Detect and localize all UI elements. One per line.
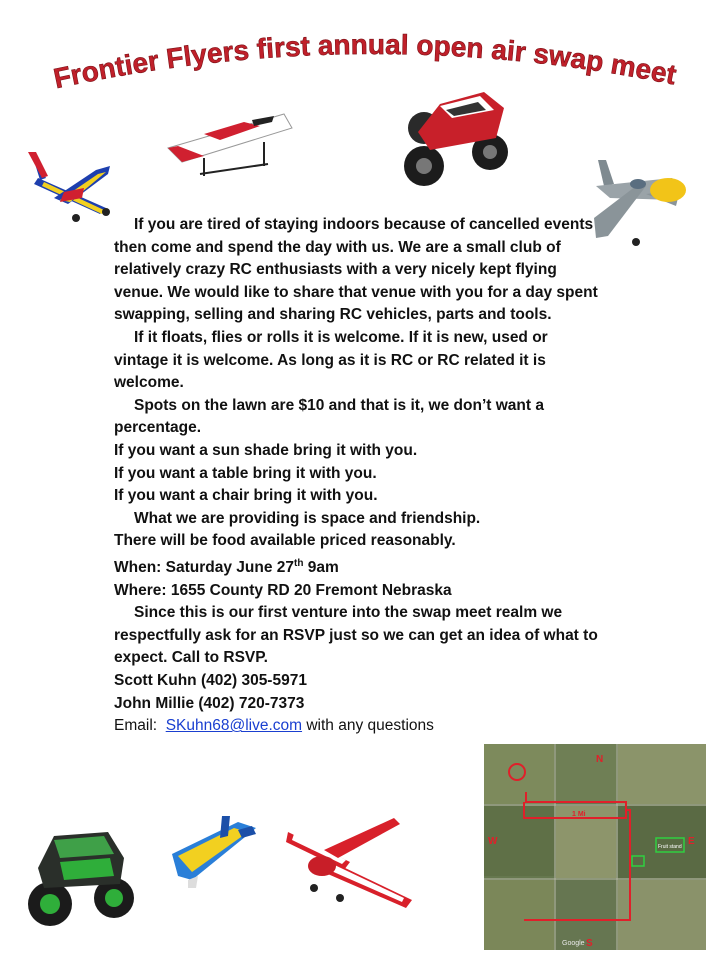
rc-speedboat-image bbox=[164, 108, 296, 180]
contact-john: John Millie (402) 720-7373 bbox=[114, 694, 305, 712]
title-text: Frontier Flyers first annual open air swap meet bbox=[50, 28, 679, 95]
rc-monster-truck-green-image bbox=[24, 828, 136, 932]
rc-airplane-red-image bbox=[284, 814, 418, 910]
rc-monster-truck-red-image bbox=[400, 88, 512, 192]
email-suffix: with any questions bbox=[302, 717, 434, 735]
when-time: 9am bbox=[303, 559, 339, 577]
welcome-paragraph: If it floats, flies or rolls it is welcome. If it is new, used or vintage it is welcome. As long as it is RC or RC related it is welcome. bbox=[114, 328, 548, 392]
rc-hydroplane-boat-image bbox=[168, 814, 260, 890]
when-line bbox=[114, 553, 604, 580]
map-graphic bbox=[484, 744, 706, 950]
map-distance-label: 1 Mi bbox=[572, 811, 586, 818]
email-link[interactable]: SKuhn68@live.com bbox=[165, 717, 303, 735]
contact-scott: Scott Kuhn (402) 305-5971 bbox=[114, 672, 307, 690]
intro-paragraph: If you are tired of staying indoors because of cancelled events then come and spend the day with us. We are a small club of relatively crazy RC enthusiasts with a very nicely kept flying venue. We would like to share that venue with you for a day spent swapping, selling and sharing RC vehicles, parts and tools. bbox=[114, 216, 598, 324]
spots-paragraph: Spots on the lawn are $10 and that is it, we don’t want a percentage. bbox=[114, 396, 544, 437]
page-title bbox=[0, 0, 720, 110]
sun-shade-line: If you want a sun shade bring it with you. bbox=[114, 441, 418, 459]
when-ordinal: th bbox=[294, 557, 304, 569]
map-compass-s: S bbox=[586, 938, 593, 949]
chair-line: If you want a chair bring it with you. bbox=[114, 487, 378, 505]
rsvp-paragraph: Since this is our first venture into the swap meet realm we respectfully ask for an RSVP just so we can get an idea of what to expect. Call to RSVP. bbox=[114, 604, 598, 667]
food-line: There will be food available priced reasonably. bbox=[114, 532, 456, 550]
providing-line: What we are providing is space and friendship. bbox=[134, 509, 481, 527]
venue-map[interactable] bbox=[484, 744, 706, 950]
where-line: Where: 1655 County RD 20 Fremont Nebraska bbox=[114, 581, 452, 599]
rc-airplane-blue-yellow-image bbox=[24, 148, 116, 228]
email-prefix: Email: bbox=[114, 717, 166, 735]
table-line: If you want a table bring it with you. bbox=[114, 464, 377, 482]
map-google-watermark: Google bbox=[562, 940, 585, 947]
map-compass-e: E bbox=[688, 836, 695, 847]
map-compass-n: N bbox=[596, 754, 604, 765]
map-compass-w: W bbox=[488, 836, 498, 847]
when-text: When: Saturday June 27 bbox=[114, 559, 295, 577]
flyer-body bbox=[114, 214, 604, 738]
map-fruit-stand-label: Fruit stand bbox=[658, 844, 682, 850]
email-line bbox=[114, 715, 604, 738]
